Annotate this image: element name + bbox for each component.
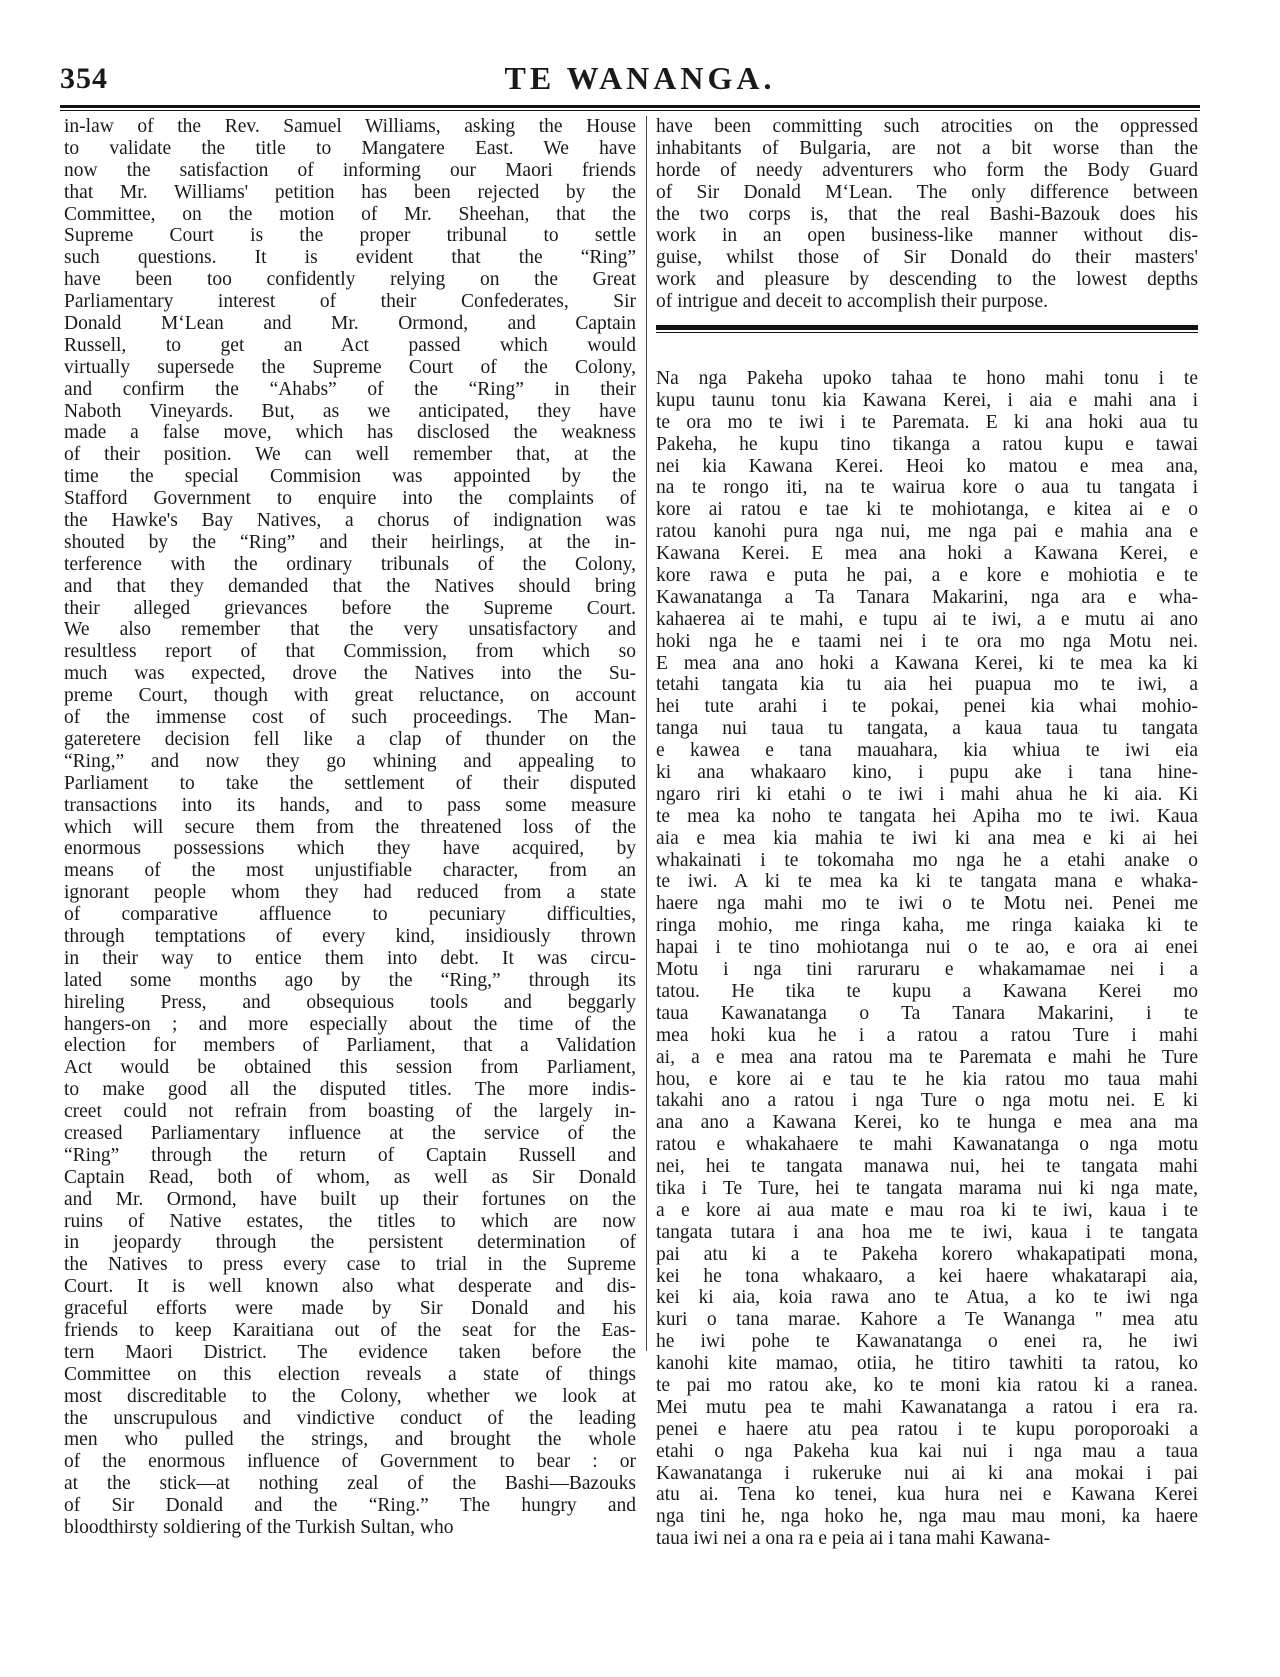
text-line: guise, whilst those of Sir Donald do their masters': [656, 247, 1198, 269]
text-line: creased Parliamentary influence at the service of the: [64, 1122, 636, 1144]
text-line: inhabitants of Bulgaria, are not a bit worse than the: [656, 137, 1198, 159]
text-line: kuri o tana marae. Kahore a Te Wananga " mea atu: [656, 1309, 1198, 1331]
text-line: lated some months ago by the “Ring,” through its: [64, 969, 636, 991]
text-line: Motu i nga tini raruraru e whakamamae nei i a: [656, 959, 1198, 981]
text-line: gateretere decision fell like a clap of thunder on the: [64, 728, 636, 750]
text-line: Court. It is well known also what desperate and dis-: [64, 1276, 636, 1298]
masthead-title: TE WANANGA.: [504, 60, 776, 96]
text-line: E mea ana ano hoki a Kawana Kerei, ki te mea ka ki: [656, 652, 1198, 674]
text-line: terference with the ordinary tribunals of the Colony,: [64, 553, 636, 575]
text-line: of intrigue and deceit to accomplish their purpose.: [656, 291, 1049, 313]
text-line: graceful efforts were made by Sir Donald and his: [64, 1298, 636, 1320]
right-column-maori-article: [656, 368, 1198, 1550]
text-line: the Hawke's Bay Natives, a chorus of indignation was: [64, 510, 636, 532]
text-line: ai, a e mea ana ratou ma te Paremata e mahi he Ture: [656, 1046, 1198, 1068]
text-line: hireling Press, and obsequious tools and beggarly: [64, 991, 636, 1013]
text-line: Stafford Government to enquire into the complaints of: [64, 488, 636, 510]
text-line: nei, hei te tangata manawa nui, hei te tangata mahi: [656, 1156, 1198, 1178]
text-line: in their way to entice them into debt. It was circu-: [64, 947, 636, 969]
text-line: have been too confidently relying on the Great: [64, 269, 636, 291]
text-line: ringa mohio, me ringa kaha, me ringa kaiaka ki te: [656, 915, 1198, 937]
text-line: horde of needy adventurers who form the Body Guard: [656, 159, 1198, 181]
text-line: aia e mea kia mahia te iwi ki ana mea e ki ai hei: [656, 827, 1198, 849]
text-line: which will secure them from the threatened loss of the: [64, 816, 636, 838]
text-line: hou, e kore ai e tau te he kia ratou mo taua mahi: [656, 1068, 1198, 1090]
text-line: and that they demanded that the Natives should bring: [64, 575, 636, 597]
text-line: made a false move, which has disclosed the weakness: [64, 422, 636, 444]
text-line: hangers-on ; and more especially about the time of the: [64, 1013, 636, 1035]
text-line: Supreme Court is the proper tribunal to settle: [64, 225, 636, 247]
text-line: Act would be obtained this session from Parliament,: [64, 1057, 636, 1079]
text-line: at the stick—at nothing zeal of the Bashi—Bazouks: [64, 1473, 636, 1495]
text-line: of their position. We can well remember that, at the: [64, 444, 636, 466]
text-line: hoki nga he e taami nei i te ora mo nga Motu nei.: [656, 630, 1198, 652]
text-line: taua Kawanatanga o Ta Tanara Makarini, i te: [656, 1002, 1198, 1024]
text-line: Naboth Vineyards. But, as we anticipated, they have: [64, 400, 636, 422]
text-line: pai atu ki a te Pakeha korero whakapatipati mona,: [656, 1243, 1198, 1265]
text-line: “Ring,” and now they go whining and appealing to: [64, 750, 636, 772]
text-line: kei he tona whakaaro, a kei haere whakatarapi aia,: [656, 1265, 1198, 1287]
text-line: ignorant people whom they had reduced from a state: [64, 882, 636, 904]
text-line: Committee, on the motion of Mr. Sheehan, that the: [64, 203, 636, 225]
text-line: Russell, to get an Act passed which would: [64, 334, 636, 356]
text-line: to make good all the disputed titles. The more indis-: [64, 1079, 636, 1101]
text-line: ana ano a Kawana Kerei, ko te hunga e mea ana ma: [656, 1112, 1198, 1134]
text-line: and Mr. Ormond, have built up their fortunes on the: [64, 1188, 636, 1210]
text-line: of the enormous influence of Government to bear : or: [64, 1451, 636, 1473]
text-line: te mea ka noho te tangata hei Apiha mo te iwi. Kaua: [656, 805, 1198, 827]
text-line: friends to keep Karaitiana out of the seat for the Eas-: [64, 1319, 636, 1341]
header-rule: [60, 105, 1200, 108]
text-line: kore rawa e puta he pai, a e kore e mohiotia e te: [656, 565, 1198, 587]
text-line: transactions into its hands, and to pass some measure: [64, 794, 636, 816]
text-line: now the satisfaction of informing our Maori friends: [64, 159, 636, 181]
text-line: Pakeha, he kupu tino tikanga a ratou kupu e tawai: [656, 433, 1198, 455]
text-line: tika i Te Ture, hei te tangata marama nui ki nga mate,: [656, 1177, 1198, 1199]
text-line: Na nga Pakeha upoko tahaa te hono mahi tonu i te: [656, 368, 1198, 389]
text-line: haere nga mahi mo te iwi o te Motu nei. Penei me: [656, 893, 1198, 915]
text-line: Kawanatanga i rukeruke nui ai ki ana mokai i pai: [656, 1462, 1198, 1484]
header-rule-thin: [60, 110, 1200, 111]
text-line: We also remember that the very unsatisfactory and: [64, 619, 636, 641]
text-line: Committee on this election reveals a state of things: [64, 1363, 636, 1385]
text-line: hapai i te tino mohiotanga nui o te ao, e ora ai enei: [656, 937, 1198, 959]
text-line: tern Maori District. The evidence taken before the: [64, 1341, 636, 1363]
text-line: through temptations of every kind, insidiously thrown: [64, 925, 636, 947]
text-line: and confirm the “Ahabs” of the “Ring” in their: [64, 378, 636, 400]
text-line: tangata tutara i ana hoa me te iwi, kaua i te tangata: [656, 1221, 1198, 1243]
text-line: atu ai. Tena ko tenei, kua hura nei e Kawana Kerei: [656, 1484, 1198, 1506]
text-line: most discreditable to the Colony, whether we look at: [64, 1385, 636, 1407]
text-line: Mei mutu pea te mahi Kawanatanga a ratou i era ra.: [656, 1396, 1198, 1418]
text-line: tatou. He tika te kupu a Kawana Kerei mo: [656, 980, 1198, 1002]
text-line: of the immense cost of such proceedings. The Man-: [64, 707, 636, 729]
text-line: kanohi kite mamao, otiia, he titiro tawhiti ta ratou, ko: [656, 1353, 1198, 1375]
text-line: he iwi pohe te Kawanatanga o enei ra, he iwi: [656, 1331, 1198, 1353]
text-line: in-law of the Rev. Samuel Williams, asking the House: [64, 116, 636, 137]
text-line: election for members of Parliament, that a Validation: [64, 1035, 636, 1057]
text-line: Parliamentary interest of their Confederates, Sir: [64, 291, 636, 313]
text-line: resultless report of that Commission, from which so: [64, 641, 636, 663]
text-line: the two corps is, that the real Bashi-Bazouk does his: [656, 203, 1198, 225]
text-line: men who pulled the strings, and brought the whole: [64, 1429, 636, 1451]
text-line: Kawanatanga a Ta Tanara Makarini, nga ara e wha-: [656, 586, 1198, 608]
text-line: ratou kanohi pura nga nui, me nga pai e mahia ana e: [656, 521, 1198, 543]
text-line: kore ai ratou e tae ki te mohiotanga, e kitea ai e o: [656, 499, 1198, 521]
text-line: time the special Commision was appointed by the: [64, 466, 636, 488]
text-line: tanga nui taua tu tangata, a kaua taua tu tangata: [656, 718, 1198, 740]
text-line: kahaerea ai te mahi, e tupu ai te iwi, a e mutu ai ano: [656, 608, 1198, 630]
text-line: the unscrupulous and vindictive conduct of the leading: [64, 1407, 636, 1429]
text-line: kupu taunu tonu kia Kawana Kerei, i aia e mahi ana i: [656, 389, 1198, 411]
text-line: te pai mo ratou ake, ko te moni kia ratou ki a ranea.: [656, 1374, 1198, 1396]
text-line: mea hoki kua he i a ratou a ratou Ture i mahi: [656, 1024, 1198, 1046]
text-line: nei kia Kawana Kerei. Heoi ko matou e mea ana,: [656, 455, 1198, 477]
text-line: in jeopardy through the persistent determination of: [64, 1232, 636, 1254]
text-line: te ora mo te iwi i te Paremata. E ki ana hoki aua tu: [656, 411, 1198, 433]
text-line: to validate the title to Mangatere East. We have: [64, 137, 636, 159]
text-line: of Sir Donald M‘Lean. The only difference between: [656, 181, 1198, 203]
text-line: ngaro riri ki etahi o te iwi i mahi ahua he ki aia. Ki: [656, 783, 1198, 805]
text-line: a e kore ai aua mate e mau roa ki te iwi, kaua i te: [656, 1199, 1198, 1221]
text-line: enormous possessions which they have acquired, by: [64, 838, 636, 860]
text-line: tetahi tangata kia tu aia hei puapua mo te iwi, a: [656, 674, 1198, 696]
right-column-english-continuation: [656, 116, 1198, 313]
text-line: ki ana whakaaro kino, i pupu ake i tana hine-: [656, 762, 1198, 784]
text-line: work and pleasure by descending to the lowest depths: [656, 269, 1198, 291]
text-line: ruins of Native estates, the titles to which are now: [64, 1210, 636, 1232]
text-line: work in an open business-like manner without dis-: [656, 225, 1198, 247]
page-number: 354: [60, 62, 108, 95]
column-divider: [646, 116, 647, 1351]
text-line: have been committing such atrocities on the oppressed: [656, 116, 1198, 137]
text-line: ratou e whakahaere te mahi Kawanatanga o nga motu: [656, 1134, 1198, 1156]
text-line: creet could not refrain from boasting of the largely in-: [64, 1101, 636, 1123]
text-line: that Mr. Williams' petition has been rejected by the: [64, 181, 636, 203]
section-divider-rule: [656, 325, 1198, 330]
text-line: taua iwi nei a ona ra e peia ai i tana mahi Kawana-: [656, 1528, 1051, 1550]
text-line: takahi ano a ratou i nga Ture o nga motu nei. E ki: [656, 1090, 1198, 1112]
text-line: te iwi. A ki te mea ka ki te tangata mana e whaka-: [656, 871, 1198, 893]
text-line: of comparative affluence to pecuniary difficulties,: [64, 904, 636, 926]
text-line: Kawana Kerei. E mea ana hoki a Kawana Kerei, e: [656, 543, 1198, 565]
section-divider-rule-thin: [656, 332, 1198, 333]
text-line: nga tini he, nga hoko he, nga mau mau moni, ka haere: [656, 1506, 1198, 1528]
text-line: bloodthirsty soldiering of the Turkish Sultan, who: [64, 1517, 454, 1538]
text-line: means of the most unjustifiable character, from an: [64, 860, 636, 882]
text-line: etahi o nga Pakeha kua kai nui i nga mau a taua: [656, 1440, 1198, 1462]
text-line: whakainati i te tokomaha mo nga he a etahi anake o: [656, 849, 1198, 871]
text-line: penei e haere atu pea ratou i te kupu poroporoaki a: [656, 1418, 1198, 1440]
text-line: the Natives to press every case to trial in the Supreme: [64, 1254, 636, 1276]
text-line: of Sir Donald and the “Ring.” The hungry and: [64, 1495, 636, 1517]
text-line: such questions. It is evident that the “Ring”: [64, 247, 636, 269]
text-line: much was expected, drove the Natives into the Su-: [64, 663, 636, 685]
left-column-english-article: [64, 116, 636, 1539]
text-line: kei ki aia, koia rawa ano te Atua, a ko te iwi nga: [656, 1287, 1198, 1309]
text-line: Parliament to take the settlement of their disputed: [64, 772, 636, 794]
text-line: na te rongo iti, na te wairua kore o aua tu tangata i: [656, 477, 1198, 499]
text-line: hei tute arahi i te pokai, penei kia whai mohio-: [656, 696, 1198, 718]
text-line: e kawea e tana mauahara, kia whiua te iwi eia: [656, 740, 1198, 762]
text-line: their alleged grievances before the Supreme Court.: [64, 597, 636, 619]
text-line: shouted by the “Ring” and their heirlings, at the in-: [64, 531, 636, 553]
text-line: Donald M‘Lean and Mr. Ormond, and Captain: [64, 313, 636, 335]
text-line: preme Court, though with great reluctance, on account: [64, 685, 636, 707]
text-line: Captain Read, both of whom, as well as Sir Donald: [64, 1166, 636, 1188]
text-line: virtually supersede the Supreme Court of the Colony,: [64, 356, 636, 378]
text-line: “Ring” through the return of Captain Russell and: [64, 1144, 636, 1166]
